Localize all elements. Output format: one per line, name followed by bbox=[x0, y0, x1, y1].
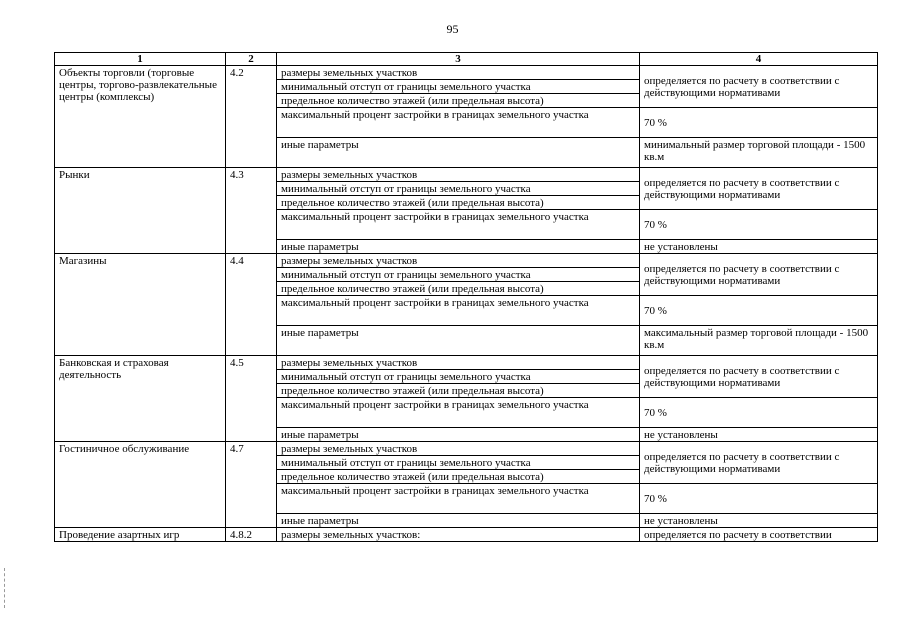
param-coverage: максимальный процент застройки в границах земельного участка bbox=[277, 484, 640, 514]
value-calc: определяется по расчету в соответствии с действующими нормативами bbox=[640, 66, 878, 108]
use-type-code: 4.7 bbox=[226, 442, 277, 528]
header-col-1: 1 bbox=[55, 53, 226, 66]
value-coverage: 70 % bbox=[640, 210, 878, 240]
value-other: не установлены bbox=[640, 428, 878, 442]
value-coverage: 70 % bbox=[640, 296, 878, 326]
param-floors: предельное количество этажей (или предельная высота) bbox=[277, 196, 640, 210]
param-floors: предельное количество этажей (или предельная высота) bbox=[277, 470, 640, 484]
use-type-name: Рынки bbox=[55, 168, 226, 254]
table-row bbox=[55, 66, 878, 80]
table-row bbox=[55, 442, 878, 456]
param-other: иные параметры bbox=[277, 428, 640, 442]
use-type-code: 4.2 bbox=[226, 66, 277, 168]
param-size: размеры земельных участков bbox=[277, 168, 640, 182]
value-calc: определяется по расчету в соответствии с действующими нормативами bbox=[640, 442, 878, 484]
param-size: размеры земельных участков bbox=[277, 442, 640, 456]
table-row bbox=[55, 168, 878, 182]
use-type-code: 4.3 bbox=[226, 168, 277, 254]
value-coverage: 70 % bbox=[640, 484, 878, 514]
use-type-name: Магазины bbox=[55, 254, 226, 356]
use-type-code: 4.4 bbox=[226, 254, 277, 356]
table-row bbox=[55, 254, 878, 268]
param-size: размеры земельных участков bbox=[277, 254, 640, 268]
param-coverage: максимальный процент застройки в границах земельного участка bbox=[277, 108, 640, 138]
land-use-parameters-table bbox=[54, 52, 878, 542]
param-size: размеры земельных участков: bbox=[277, 528, 640, 542]
table-header-row bbox=[55, 53, 878, 66]
param-size: размеры земельных участков bbox=[277, 66, 640, 80]
param-size: размеры земельных участков bbox=[277, 356, 640, 370]
header-col-2: 2 bbox=[226, 53, 277, 66]
value-other: минимальный размер торговой площади - 1500 кв.м bbox=[640, 138, 878, 168]
use-type-name: Объекты торговли (торговые центры, торгово-развлекательные центры (комплексы) bbox=[55, 66, 226, 168]
param-offset: минимальный отступ от границы земельного участка bbox=[277, 370, 640, 384]
value-calc: определяется по расчету в соответствии с действующими нормативами bbox=[640, 168, 878, 210]
value-other: не установлены bbox=[640, 514, 878, 528]
page-number: 95 bbox=[446, 22, 459, 36]
param-other: иные параметры bbox=[277, 240, 640, 254]
value-other: не установлены bbox=[640, 240, 878, 254]
param-offset: минимальный отступ от границы земельного участка bbox=[277, 80, 640, 94]
param-offset: минимальный отступ от границы земельного участка bbox=[277, 268, 640, 282]
use-type-code: 4.5 bbox=[226, 356, 277, 442]
table-row bbox=[55, 528, 878, 542]
scan-edge-mark bbox=[4, 568, 9, 608]
param-floors: предельное количество этажей (или предельная высота) bbox=[277, 384, 640, 398]
value-calc: определяется по расчету в соответствии bbox=[640, 528, 878, 542]
header-col-4: 4 bbox=[640, 53, 878, 66]
header-col-3: 3 bbox=[277, 53, 640, 66]
value-calc: определяется по расчету в соответствии с действующими нормативами bbox=[640, 356, 878, 398]
use-type-name: Банковская и страховая деятельность bbox=[55, 356, 226, 442]
param-offset: минимальный отступ от границы земельного участка bbox=[277, 182, 640, 196]
param-other: иные параметры bbox=[277, 326, 640, 356]
value-other: максимальный размер торговой площади - 1500 кв.м bbox=[640, 326, 878, 356]
param-other: иные параметры bbox=[277, 138, 640, 168]
value-calc: определяется по расчету в соответствии с действующими нормативами bbox=[640, 254, 878, 296]
value-coverage: 70 % bbox=[640, 398, 878, 428]
param-floors: предельное количество этажей (или предельная высота) bbox=[277, 282, 640, 296]
value-coverage: 70 % bbox=[640, 108, 878, 138]
table-row bbox=[55, 356, 878, 370]
use-type-name: Гостиничное обслуживание bbox=[55, 442, 226, 528]
param-coverage: максимальный процент застройки в границах земельного участка bbox=[277, 398, 640, 428]
param-coverage: максимальный процент застройки в границах земельного участка bbox=[277, 296, 640, 326]
param-other: иные параметры bbox=[277, 514, 640, 528]
use-type-name: Проведение азартных игр bbox=[55, 528, 226, 542]
use-type-code: 4.8.2 bbox=[226, 528, 277, 542]
param-floors: предельное количество этажей (или предельная высота) bbox=[277, 94, 640, 108]
param-coverage: максимальный процент застройки в границах земельного участка bbox=[277, 210, 640, 240]
param-offset: минимальный отступ от границы земельного участка bbox=[277, 456, 640, 470]
